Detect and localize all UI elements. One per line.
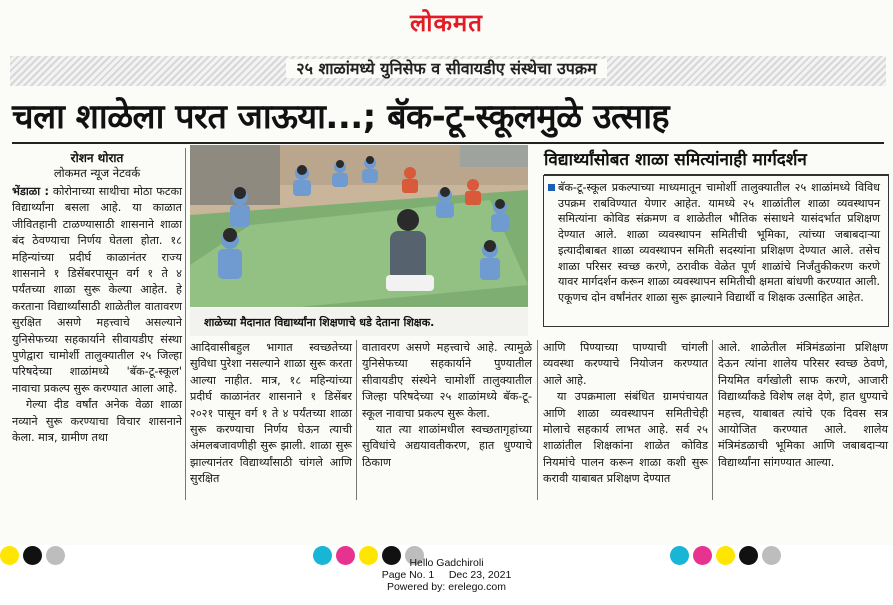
sidebar-box — [543, 175, 889, 327]
column-divider — [537, 340, 538, 500]
page-footer — [0, 557, 893, 593]
classroom-outdoor-photo — [190, 145, 528, 307]
footer-edition: Hello Gadchiroli — [409, 557, 484, 569]
footer-powered-by: Powered by: erelego.com — [386, 581, 507, 593]
bullet-square-icon — [548, 184, 555, 191]
article-paragraph: कोरोनाच्या साथीचा मोठा फटका विद्यार्थ्यांना बसला आहे. या काळात जीवितहानी टाळण्यासाठी शासनाने शाळा बंद ठेवण्याचा निर्णय घेतला होता. १८ महिन्यांच्या प्रदीर्घ काळानंतर राज्य शासनाने १ डिसेंबरपासून वर्ग १ ते ४ पर्यंतच्या शाळा सुरू केल्या आहेत. हे करताना विद्यार्थ्यांसाठी शाळेतील वातावरण सुरक्षित असणे महत्त्वाचे असल्याने युनिसेफच्या सहकार्याने सीवायडीए संस्था पुणेद्वारा चामोर्शी तालुक्यातील २५ जिल्हा परिषदेच्या शाळांमध्ये 'बॅक-टू-स्कूल' नावाचा प्रकल्प सुरू करण्यात आला आहे. — [12, 185, 182, 395]
newspaper-masthead: लोकमत — [410, 9, 483, 37]
sidebar-title: विद्यार्थ्यांसोबत शाळा समित्यांनाही मार्गदर्शन — [544, 147, 889, 175]
article-column-2 — [190, 340, 352, 488]
article-paragraph: यात त्या शाळांमधील स्वच्छतागृहांच्या सुविधांचे अद्ययावतीकरण, हात धुण्याचे ठिकाण — [362, 423, 532, 469]
photo-caption: शाळेच्या मैदानात विद्यार्थ्यांना शिक्षणाचे धडे देताना शिक्षक. — [190, 308, 528, 336]
sidebar-body: बॅक-टू-स्कूल प्रकल्पाच्या माध्यमातून चामोर्शी तालुक्यातील २५ शाळांमध्ये विविध उपक्रम राबविण्यात येणार आहेत. यामध्ये २५ शाळांतील शाळा व्यवस्थापन समित्यांना कोविड संक्रमण व शाळेतील भौतिक संसाधने यासंदर्भात प्रशिक्षण देण्यात आले. शाळा व्यवस्थापन समितीची भूमिका, त्यांच्या जबाबदाऱ्या इत्यादीबाबत शाळा व्यवस्थापन समिती सदस्यांना प्रशिक्षण देण्यात आले. तसेच शाळा परिसर स्वच्छ करणे, ठरावीक वेळेत पूर्ण शाळांचे निर्जंतुकीकरण करणे यावर मार्गदर्शन करून शाळा व्यवस्थापन समितीची क्षमता बांधणी करण्यात आली. एकूणच दोन वर्षांनंतर शाळा सुरू झाल्याने विद्यार्थी व शिक्षक उत्साहित आहेत. — [558, 181, 880, 304]
dateline: भेंडाळा : — [12, 185, 49, 198]
kicker-text: २५ शाळांमध्ये युनिसेफ व सीवायडीए संस्थेचा उपक्रम — [286, 59, 606, 78]
article-photo — [190, 145, 528, 307]
article-paragraph: या उपक्रमाला संबंधित ग्रामपंचायत आणि शाळा व्यवस्थापन समितीचेही मोलाचे सहकार्य लाभत आहे. सर्व २५ शाळांतील शिक्षकांना शाळेत कोविड नियमांचे पालन करून शाळा कशी सुरू करावी याबाबत प्रशिक्षण देण्यात — [543, 390, 708, 486]
byline-author: रोशन थोरात — [70, 151, 124, 165]
column-divider — [712, 340, 713, 500]
column-divider — [185, 148, 186, 500]
byline-org: लोकमत न्यूज नेटवर्क — [53, 166, 141, 180]
headline: चला शाळेला परत जाऊया...; बॅक-टू-स्कूलमुळे उत्साह — [12, 97, 670, 137]
article-column-5 — [718, 340, 888, 471]
footer-page-date: Page No. 1 Dec 23, 2021 — [381, 569, 512, 581]
article-column-1 — [12, 184, 182, 447]
byline — [12, 149, 182, 181]
article-paragraph: गेल्या दीड वर्षांत अनेक वेळा शाळा नव्याने सुरू करण्याचा विचार शासनाने केला. मात्र, ग्रामीण तथा — [12, 398, 182, 445]
headline-rule — [12, 142, 884, 144]
article-paragraph: आले. शाळेतील मंत्रिमंडळांना प्रशिक्षण देऊन त्यांना शालेय परिसर स्वच्छ ठेवणे, नियमित वर्गखोली साफ करणे, आजारी विद्यार्थ्यांकडे विशेष लक्ष देणे, हात धुण्याचे महत्त्व, याबाबत त्यांचे एक दिवस सत्र आयोजित करण्यात आले. शालेय मंत्रिमंडळाची भूमिका आणि जबाबदाऱ्या विद्यार्थ्यांना सांगण्यात आल्या. — [718, 341, 888, 469]
column-divider — [356, 340, 357, 500]
article-column-3 — [362, 340, 532, 471]
article-paragraph: आणि पिण्याच्या पाण्याची चांगली व्यवस्था करण्याचे नियोजन करण्यात आले आहे. — [543, 341, 708, 387]
article-paragraph: वातावरण असणे महत्त्वाचे आहे. त्यामुळे युनिसेफच्या सहकार्याने पुण्यातील सीवायडीए संस्थेने चामोर्शी तालुक्यातील जिल्हा परिषदेच्या २५ शाळांमध्ये बॅक-टू-स्कूल नावाचा प्रकल्प सुरू केला. — [362, 341, 532, 420]
kicker-line — [0, 57, 893, 79]
article-paragraph: आदिवासीबहुल भागात स्वच्छतेच्या सुविधा पुरेशा नसल्याने शाळा सुरू करता आल्या नाहीत. मात्र, १८ महिन्यांच्या प्रदीर्घ काळानंतर शासनाने १ डिसेंबर २०२१ पासून वर्ग १ ते ४ पर्यंतच्या शाळा सुरू करण्याचा निर्णय घेऊन त्याची अंमलबजावणीही सुरू झाली. शाळा सुरू झाल्यानंतर विद्यार्थ्यांसाठी चांगले आणि सुरक्षित — [190, 341, 352, 486]
article-column-4 — [543, 340, 708, 488]
